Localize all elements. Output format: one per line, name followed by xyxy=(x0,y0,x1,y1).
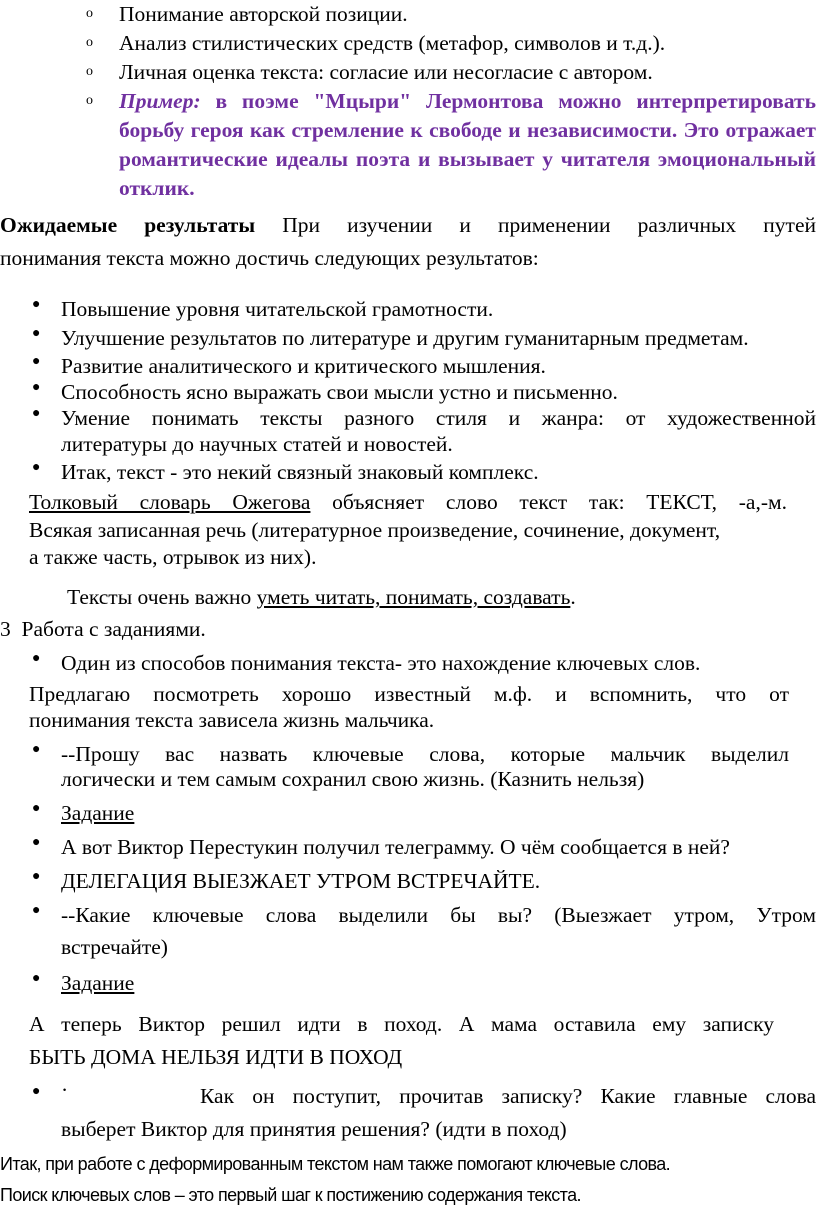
document-page: o Понимание авторской позиции. o Анализ стилистических средств (метафор, символов и т.д.). o Личная оценка текста: согласие или несогласие с автором. o Пример: в поэме "Мцыри" Лермонтова можно интерпретировать борьбу героя как стремление к свободе и независимости. Это отражает романтические идеалы поэта и вызывает у читателя эмоциональный отклик. Ожидаемые результаты При изучении и применении различных путей понимания текста можно достичь следующих результатов: ● Повышение уровня читательской грамотности. ● Улучшение результатов по литературе и другим гуманитарным предметам. ● Развитие аналитического и критического мышления. ● Способность ясно выражать свои мысли устно и письменно. ● Умение понимать тексты разного стиля и жанра: от художественной литературы до научных статей и новостей. ● Итак, текст - это некий связный знаковый комплекс. Толковый словарь Ожегова объясняет слово текст так: ТЕКСТ, -а,-м. Всякая записанная речь (литературное произведение, сочинение, документ, а также часть, отрывок из них). Тексты очень важно уметь читать, понимать, создавать. 3 Работа с заданиями. ● Один из способов понимания текста- это нахождение ключевых слов. Предлагаю посмотреть хорошо известный м.ф. и вспомнить, что от понимания текста зависела жизнь мальчика. ● --Прошу вас назвать ключевые слова, которые мальчик выделил логически и тем самым сохранил свою жизнь. (Казнить нельзя) ● Задание ● А вот Виктор Перестукин получил телеграмму. О чём сообщается в ней? ● ДЕЛЕГАЦИЯ ВЫЕЗЖАЕТ УТРОМ ВСТРЕЧАЙТЕ. ● --Какие ключевые слова выделили бы вы? (Выезжает утром, Утром встречайте) ● Задание А теперь Виктор решил идти в поход. А мама оставила ему записку БЫТЬ ДОМА НЕЛЬЗЯ ИДТИ В ПОХОД ● · Как он поступит, прочитав записку? Какие главные слова выберет Виктор для принятия решения? (идти в поход) Итак, при работе с деформированным текстом нам также помогают ключевые слова. Поиск ключевых слов – это первый шаг к постижению содержания текста. xyxy=(0,2,816,1205)
example-text: в поэме "Мцыри" Лермонтова можно интерпретировать борьбу героя как стремление к свободе и независимости. Это отражает романтические идеалы поэта и вызывает у читателя эмоциональный отклик. xyxy=(119,89,816,200)
definition-line2: Всякая записанная речь (литературное произведение, сочинение, документ, xyxy=(29,518,721,542)
bullet-icon: ● xyxy=(32,903,41,918)
telegram-text: ДЕЛЕГАЦИЯ ВЫЕЗЖАЕТ УТРОМ ВСТРЕЧАЙТЕ. xyxy=(61,869,541,893)
film-paragraph-line2: понимания текста зависела жизнь мальчика. xyxy=(29,708,435,732)
bullet-icon: ● xyxy=(32,297,41,312)
bullet-icon: ● xyxy=(32,354,41,369)
task-label-2: Задание xyxy=(61,971,135,995)
definition-line1: Толковый словарь Ожегова объясняет слово текст так: ТЕКСТ, -а,-м. xyxy=(29,490,787,514)
hike-line: А теперь Виктор решил идти в поход. А мама оставила ему записку xyxy=(29,1012,774,1036)
results-intro-line2: понимания текста можно достичь следующих результатов: xyxy=(0,246,539,270)
results-intro: Ожидаемые результаты При изучении и применении различных путей xyxy=(0,213,816,237)
circle-bullet-icon: o xyxy=(86,93,93,108)
bullet-icon: ● xyxy=(32,326,41,341)
analysis-list xyxy=(86,0,816,203)
circle-bullet-icon: o xyxy=(86,35,93,50)
bullet-icon: ● xyxy=(32,1084,41,1099)
circle-bullet-icon: o xyxy=(86,64,93,79)
bullet-icon: ● xyxy=(32,869,41,884)
list-item: o Понимание авторской позиции. xyxy=(86,2,408,26)
results-heading: Ожидаемые результаты xyxy=(0,213,256,237)
conclusion-line2: Поиск ключевых слов – это первый шаг к постижению содержания текста. xyxy=(0,1185,581,1205)
section-3-heading: 3 Работа с заданиями. xyxy=(0,617,206,641)
definition-line3: а также часть, отрывок из них). xyxy=(29,545,317,569)
circle-bullet-icon: o xyxy=(86,6,93,21)
example-item xyxy=(86,87,816,203)
bullet-icon: ● xyxy=(32,801,41,816)
dictionary-link: Толковый словарь Ожегова xyxy=(29,490,311,514)
list-item: o Личная оценка текста: согласие или несогласие с автором. xyxy=(86,60,653,84)
bullet-icon: ● xyxy=(32,380,41,395)
bullet-icon: ● xyxy=(32,651,41,666)
task-label: Задание xyxy=(61,801,135,825)
note-text: БЫТЬ ДОМА НЕЛЬЗЯ ИДТИ В ПОХОД xyxy=(29,1045,403,1069)
bullet-icon: ● xyxy=(32,835,41,850)
list-item: o Анализ стилистических средств (метафор, символов и т.д.). xyxy=(86,31,666,55)
bullet-icon: ● xyxy=(32,971,41,986)
skills-line: Тексты очень важно уметь читать, понимать, создавать. xyxy=(67,585,576,609)
example-label: Пример: xyxy=(119,89,201,113)
film-paragraph-line1: Предлагаю посмотреть хорошо известный м.ф. и вспомнить, что от xyxy=(29,682,789,706)
bullet-icon: ● xyxy=(32,406,41,421)
bullet-icon: ● xyxy=(32,460,41,475)
conclusion-line1: Итак, при работе с деформированным текстом нам также помогают ключевые слова. xyxy=(0,1154,671,1174)
bullet-icon: ● xyxy=(32,742,41,757)
